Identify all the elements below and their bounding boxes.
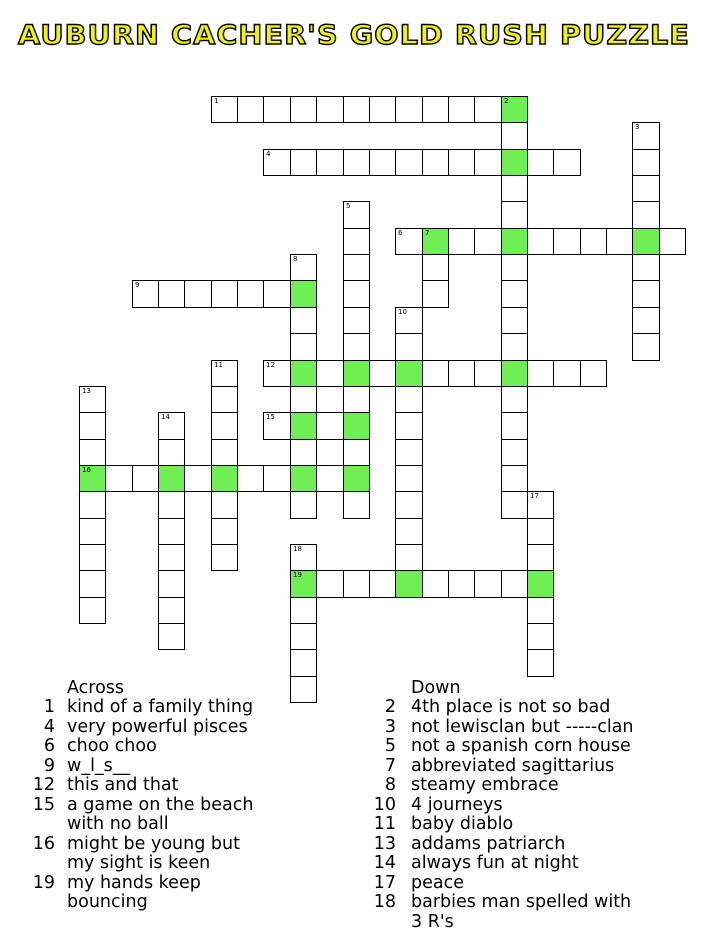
grid-cell[interactable] bbox=[237, 465, 264, 492]
grid-cell[interactable] bbox=[79, 412, 106, 440]
across-clue-number: 19 bbox=[32, 872, 55, 893]
grid-cell[interactable] bbox=[343, 491, 370, 519]
grid-cell[interactable] bbox=[474, 360, 502, 387]
grid-cell[interactable] bbox=[632, 254, 660, 281]
grid-cell[interactable] bbox=[474, 149, 502, 176]
across-clue-line: my hands keep bbox=[67, 872, 201, 893]
across-clue-number: 15 bbox=[32, 794, 55, 815]
grid-cell-highlighted[interactable] bbox=[501, 360, 528, 387]
grid-cell[interactable] bbox=[501, 201, 528, 229]
clue-number-label: 8 bbox=[293, 255, 298, 263]
grid-cell[interactable] bbox=[474, 228, 502, 255]
grid-cell[interactable] bbox=[395, 518, 423, 545]
down-clue-line: barbies man spelled with bbox=[411, 892, 632, 912]
clue-number-label: 7 bbox=[425, 229, 430, 237]
grid-cell[interactable] bbox=[632, 280, 660, 308]
clue-number-label: 5 bbox=[346, 202, 351, 210]
grid-cell[interactable] bbox=[395, 96, 423, 123]
grid-cell[interactable] bbox=[316, 360, 344, 387]
clue-number-label: 2 bbox=[504, 97, 509, 105]
clue-number-label: 13 bbox=[82, 387, 91, 395]
down-clue-text bbox=[411, 854, 579, 874]
grid-cell[interactable] bbox=[527, 518, 554, 545]
grid-cell[interactable] bbox=[132, 280, 159, 308]
grid-cell[interactable] bbox=[211, 439, 238, 466]
down-clue-line: 4 journeys bbox=[411, 794, 503, 815]
grid-cell[interactable] bbox=[422, 96, 449, 123]
down-clue-number: 17 bbox=[373, 872, 396, 893]
down-clue-line: addams patriarch bbox=[411, 833, 566, 854]
clue-number-label: 3 bbox=[635, 123, 640, 131]
across-header: Across bbox=[67, 678, 125, 698]
down-clue-number: 7 bbox=[384, 755, 396, 776]
grid-cell[interactable] bbox=[263, 280, 291, 308]
across-clue-line: might be young but bbox=[67, 833, 240, 854]
grid-cell[interactable] bbox=[290, 96, 317, 123]
grid-cell[interactable] bbox=[290, 439, 317, 466]
grid-cell[interactable] bbox=[448, 96, 475, 123]
grid-cell[interactable] bbox=[474, 96, 502, 123]
grid-cell[interactable] bbox=[395, 149, 423, 176]
grid-cell[interactable] bbox=[316, 149, 344, 176]
grid-cell[interactable] bbox=[211, 386, 238, 413]
grid-cell-highlighted[interactable] bbox=[632, 228, 660, 255]
clue-number-label: 16 bbox=[82, 466, 91, 474]
grid-cell[interactable] bbox=[448, 149, 475, 176]
grid-cell[interactable] bbox=[527, 149, 554, 176]
grid-cell[interactable] bbox=[632, 307, 660, 334]
grid-cell[interactable] bbox=[527, 597, 554, 624]
grid-cell[interactable] bbox=[316, 465, 344, 492]
grid-cell[interactable] bbox=[632, 149, 660, 176]
grid-cell[interactable] bbox=[343, 280, 370, 308]
across-clue-line: this and that bbox=[67, 775, 179, 795]
grid-cell[interactable] bbox=[290, 333, 317, 361]
grid-cell[interactable] bbox=[501, 307, 528, 334]
grid-cell[interactable] bbox=[290, 544, 317, 571]
grid-cell[interactable] bbox=[343, 307, 370, 334]
down-clue-number: 13 bbox=[373, 833, 396, 854]
grid-cell[interactable] bbox=[343, 570, 370, 598]
grid-cell[interactable] bbox=[527, 649, 554, 677]
grid-cell[interactable] bbox=[316, 412, 344, 440]
clue-number-label: 14 bbox=[161, 413, 170, 421]
grid-cell-highlighted[interactable] bbox=[395, 570, 423, 598]
grid-cell[interactable] bbox=[501, 439, 528, 466]
grid-cell[interactable] bbox=[501, 254, 528, 281]
clue-number-label: 12 bbox=[266, 361, 275, 369]
clue-number-label: 11 bbox=[214, 361, 223, 369]
grid-cell[interactable] bbox=[79, 386, 106, 413]
grid-cell[interactable] bbox=[211, 518, 238, 545]
grid-cell[interactable] bbox=[211, 360, 238, 387]
down-clue-line: 4th place is not so bad bbox=[411, 697, 611, 717]
down-clue-text bbox=[411, 835, 565, 855]
down-clue-number: 5 bbox=[384, 736, 396, 756]
grid-cell[interactable] bbox=[395, 439, 423, 466]
grid-cell[interactable] bbox=[659, 228, 686, 255]
down-clue-number: 2 bbox=[384, 697, 396, 717]
grid-cell[interactable] bbox=[79, 518, 106, 545]
grid-cell[interactable] bbox=[211, 96, 238, 123]
across-clue-line: choo choo bbox=[67, 736, 157, 756]
grid-cell[interactable] bbox=[395, 228, 423, 255]
grid-cell[interactable] bbox=[632, 333, 660, 361]
grid-cell[interactable] bbox=[343, 149, 370, 176]
grid-cell-highlighted[interactable] bbox=[501, 149, 528, 176]
grid-cell[interactable] bbox=[501, 465, 528, 492]
down-clue-line: always fun at night bbox=[411, 853, 579, 873]
down-clue-text bbox=[411, 698, 610, 718]
across-clue-line: very powerful pisces bbox=[67, 716, 248, 737]
grid-cell[interactable] bbox=[501, 333, 528, 361]
grid-cell[interactable] bbox=[343, 228, 370, 255]
across-clue-text bbox=[67, 835, 240, 874]
down-clue-text bbox=[411, 776, 559, 796]
grid-cell[interactable] bbox=[474, 570, 502, 598]
grid-cell-highlighted[interactable] bbox=[343, 465, 370, 492]
down-clue-text bbox=[411, 718, 634, 738]
grid-cell[interactable] bbox=[448, 360, 475, 387]
grid-cell[interactable] bbox=[527, 360, 554, 387]
across-clue-line: with no ball bbox=[67, 814, 169, 834]
across-clue-line: a game on the beach bbox=[67, 794, 254, 815]
down-clue-text bbox=[411, 874, 464, 894]
grid-cell[interactable] bbox=[343, 254, 370, 281]
grid-cell[interactable] bbox=[343, 386, 370, 413]
grid-cell[interactable] bbox=[527, 623, 554, 650]
grid-cell[interactable] bbox=[290, 149, 317, 176]
grid-cell-highlighted[interactable] bbox=[211, 465, 238, 492]
grid-cell[interactable] bbox=[369, 360, 396, 387]
down-clue-text bbox=[411, 737, 631, 757]
grid-cell[interactable] bbox=[369, 149, 396, 176]
grid-cell[interactable] bbox=[79, 491, 106, 519]
down-clue-line: 3 R's bbox=[411, 911, 454, 932]
grid-cell[interactable] bbox=[501, 280, 528, 308]
grid-cell[interactable] bbox=[501, 386, 528, 413]
grid-cell[interactable] bbox=[79, 439, 106, 466]
down-clue-line: peace bbox=[411, 872, 464, 893]
grid-cell[interactable] bbox=[369, 96, 396, 123]
grid-cell[interactable] bbox=[290, 623, 317, 650]
clue-number-label: 6 bbox=[398, 229, 403, 237]
grid-cell[interactable] bbox=[158, 518, 185, 545]
clue-number-label: 4 bbox=[266, 150, 271, 158]
grid-cell[interactable] bbox=[501, 412, 528, 440]
grid-cell[interactable] bbox=[79, 544, 106, 571]
grid-cell[interactable] bbox=[395, 307, 423, 334]
grid-cell-highlighted[interactable] bbox=[501, 228, 528, 255]
across-clue-number: 1 bbox=[43, 697, 55, 717]
down-clue-text bbox=[411, 796, 503, 816]
grid-cell[interactable] bbox=[290, 254, 317, 281]
across-clue-line: kind of a family thing bbox=[67, 697, 254, 717]
grid-cell-highlighted[interactable] bbox=[343, 360, 370, 387]
grid-cell[interactable] bbox=[448, 228, 475, 255]
grid-cell[interactable] bbox=[553, 360, 581, 387]
grid-cell[interactable] bbox=[184, 465, 212, 492]
across-clue-text bbox=[67, 737, 157, 757]
grid-cell[interactable] bbox=[553, 149, 581, 176]
grid-cell[interactable] bbox=[290, 386, 317, 413]
down-clue-text bbox=[411, 893, 631, 932]
down-clue-number: 11 bbox=[373, 814, 396, 834]
grid-cell[interactable] bbox=[263, 96, 291, 123]
grid-cell[interactable] bbox=[553, 228, 581, 255]
grid-cell[interactable] bbox=[158, 623, 185, 650]
across-clue-line: bouncing bbox=[67, 892, 148, 912]
grid-cell[interactable] bbox=[290, 649, 317, 677]
grid-cell[interactable] bbox=[395, 465, 423, 492]
grid-cell[interactable] bbox=[501, 122, 528, 150]
down-clue-line: baby diablo bbox=[411, 814, 514, 834]
grid-cell[interactable] bbox=[158, 491, 185, 519]
grid-cell[interactable] bbox=[527, 491, 554, 519]
clue-number-label: 18 bbox=[293, 545, 302, 553]
grid-cell[interactable] bbox=[316, 570, 344, 598]
grid-cell[interactable] bbox=[632, 122, 660, 150]
grid-cell[interactable] bbox=[395, 412, 423, 440]
down-clue-number: 10 bbox=[373, 794, 396, 815]
grid-cell[interactable] bbox=[290, 307, 317, 334]
grid-cell[interactable] bbox=[211, 280, 238, 308]
grid-cell[interactable] bbox=[501, 175, 528, 202]
across-clue-number: 6 bbox=[43, 736, 55, 756]
grid-cell[interactable] bbox=[263, 412, 291, 440]
grid-cell[interactable] bbox=[316, 96, 344, 123]
grid-cell[interactable] bbox=[211, 491, 238, 519]
grid-cell[interactable] bbox=[158, 597, 185, 624]
grid-cell-highlighted[interactable] bbox=[395, 360, 423, 387]
grid-cell[interactable] bbox=[422, 149, 449, 176]
down-header: Down bbox=[411, 678, 461, 698]
down-clue-text bbox=[411, 815, 513, 835]
grid-cell-highlighted[interactable] bbox=[527, 570, 554, 598]
grid-cell[interactable] bbox=[105, 465, 133, 492]
grid-cell-highlighted[interactable] bbox=[79, 465, 106, 492]
grid-cell[interactable] bbox=[580, 360, 607, 387]
across-clue-text bbox=[67, 757, 130, 777]
grid-cell[interactable] bbox=[158, 439, 185, 466]
grid-cell[interactable] bbox=[132, 465, 159, 492]
across-clue-text bbox=[67, 796, 253, 835]
grid-cell-highlighted[interactable] bbox=[290, 280, 317, 308]
grid-cell[interactable] bbox=[343, 201, 370, 229]
grid-cell[interactable] bbox=[395, 491, 423, 519]
grid-cell[interactable] bbox=[632, 175, 660, 202]
across-clue-line: w_l_s__ bbox=[67, 755, 131, 776]
down-clue-number: 3 bbox=[384, 716, 396, 737]
across-clue-text bbox=[67, 776, 179, 796]
grid-cell[interactable] bbox=[580, 228, 607, 255]
grid-cell[interactable] bbox=[448, 570, 475, 598]
grid-cell[interactable] bbox=[158, 412, 185, 440]
grid-cell[interactable] bbox=[343, 333, 370, 361]
across-clue-text bbox=[67, 698, 253, 718]
grid-cell[interactable] bbox=[501, 491, 528, 519]
down-clue-line: not a spanish corn house bbox=[411, 736, 631, 756]
grid-cell[interactable] bbox=[395, 386, 423, 413]
grid-cell[interactable] bbox=[211, 412, 238, 440]
grid-cell[interactable] bbox=[290, 597, 317, 624]
grid-cell-highlighted[interactable] bbox=[290, 360, 317, 387]
grid-cell[interactable] bbox=[527, 228, 554, 255]
grid-cell[interactable] bbox=[395, 544, 423, 571]
grid-cell[interactable] bbox=[263, 149, 291, 176]
grid-cell[interactable] bbox=[606, 228, 633, 255]
clue-number-label: 10 bbox=[398, 308, 407, 316]
grid-cell-highlighted[interactable] bbox=[422, 228, 449, 255]
grid-cell[interactable] bbox=[237, 280, 264, 308]
grid-cell[interactable] bbox=[422, 254, 449, 281]
grid-cell[interactable] bbox=[527, 544, 554, 571]
grid-cell[interactable] bbox=[343, 96, 370, 123]
clue-number-label: 9 bbox=[135, 281, 140, 289]
grid-cell-highlighted[interactable] bbox=[290, 570, 317, 598]
down-clue-number: 8 bbox=[384, 775, 396, 795]
grid-cell[interactable] bbox=[158, 570, 185, 598]
grid-cell[interactable] bbox=[290, 491, 317, 519]
grid-cell[interactable] bbox=[79, 570, 106, 598]
grid-cell-highlighted[interactable] bbox=[343, 412, 370, 440]
grid-cell[interactable] bbox=[158, 544, 185, 571]
down-clue-text bbox=[411, 757, 614, 777]
down-clue-number: 18 bbox=[373, 892, 396, 912]
grid-cell[interactable] bbox=[211, 544, 238, 571]
down-clue-line: abbreviated sagittarius bbox=[411, 755, 615, 776]
grid-cell-highlighted[interactable] bbox=[158, 465, 185, 492]
grid-cell[interactable] bbox=[422, 570, 449, 598]
grid-cell[interactable] bbox=[263, 465, 291, 492]
down-clue-line: steamy embrace bbox=[411, 775, 559, 795]
grid-cell-highlighted[interactable] bbox=[290, 412, 317, 440]
grid-cell[interactable] bbox=[395, 333, 423, 361]
across-clue-text bbox=[67, 874, 201, 913]
grid-cell[interactable] bbox=[422, 280, 449, 308]
grid-cell[interactable] bbox=[632, 201, 660, 229]
across-clue-number: 12 bbox=[32, 775, 55, 795]
down-clue-number: 14 bbox=[373, 853, 396, 873]
grid-cell[interactable] bbox=[237, 96, 264, 123]
grid-cell[interactable] bbox=[422, 360, 449, 387]
down-clue-line: not lewisclan but -----clan bbox=[411, 716, 634, 737]
clue-number-label: 17 bbox=[530, 492, 539, 500]
across-clue-number: 9 bbox=[43, 755, 55, 776]
across-clue-number: 16 bbox=[32, 833, 55, 854]
grid-cell[interactable] bbox=[184, 280, 212, 308]
grid-cell[interactable] bbox=[290, 676, 317, 703]
across-clue-text bbox=[67, 718, 248, 738]
across-clue-number: 4 bbox=[43, 716, 55, 737]
grid-cell-highlighted[interactable] bbox=[501, 96, 528, 123]
grid-cell[interactable] bbox=[501, 570, 528, 598]
grid-cell[interactable] bbox=[263, 360, 291, 387]
clue-number-label: 19 bbox=[293, 571, 302, 579]
clue-number-label: 15 bbox=[266, 413, 275, 421]
grid-cell-highlighted[interactable] bbox=[290, 465, 317, 492]
grid-cell[interactable] bbox=[369, 570, 396, 598]
grid-cell[interactable] bbox=[343, 439, 370, 466]
puzzle-title-text: AUBURN CACHER'S GOLD RUSH PUZZLE bbox=[18, 20, 690, 51]
across-clue-line: my sight is keen bbox=[67, 853, 211, 873]
clue-number-label: 1 bbox=[214, 97, 219, 105]
grid-cell[interactable] bbox=[79, 597, 106, 624]
grid-cell[interactable] bbox=[158, 280, 185, 308]
